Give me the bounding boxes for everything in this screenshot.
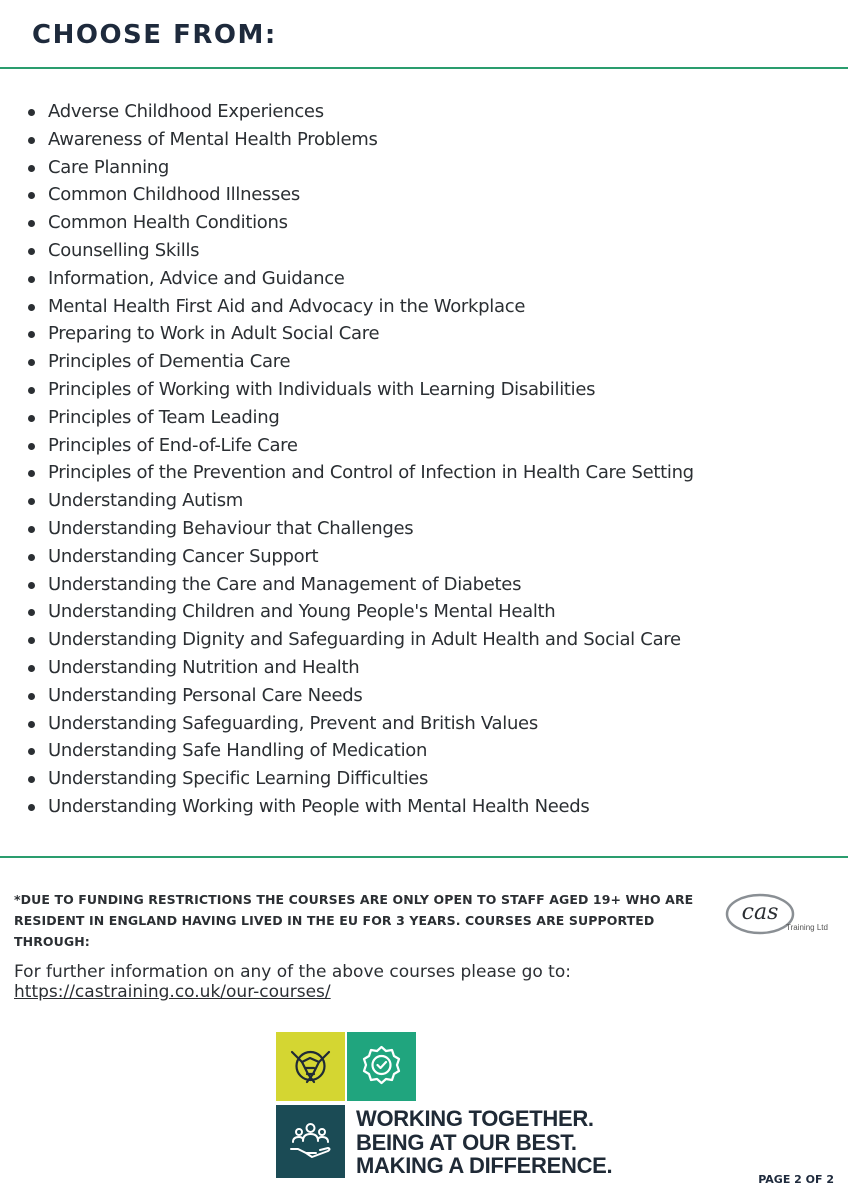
slogan (356, 1107, 612, 1178)
slogan-line: MAKING A DIFFERENCE. (356, 1153, 613, 1178)
quality-badge-icon (359, 1044, 404, 1089)
course-item: Common Childhood Illnesses (22, 181, 822, 209)
award-tile (347, 1032, 416, 1101)
course-item: Understanding Dignity and Safeguarding in Adult Health and Social Care (22, 626, 822, 654)
cas-logo-subtext: Training Ltd (786, 923, 828, 932)
people-tile (276, 1105, 345, 1178)
funding-notice: *DUE TO FUNDING RESTRICTIONS THE COURSES ARE ONLY OPEN TO STAFF AGED 19+ WHO ARE RESIDENT IN ENGLAND HAVING LIVED IN THE EU FOR 3 YEARS. COURSES ARE SUPPORTED THROUGH: (14, 892, 694, 949)
course-item: Understanding Behaviour that Challenges (22, 515, 822, 543)
cas-logo-text: cas (741, 900, 779, 925)
working-together-badge (276, 1032, 638, 1178)
course-item: Mental Health First Aid and Advocacy in the Workplace (22, 293, 822, 321)
bottom-divider (0, 856, 848, 858)
course-item: Understanding Safe Handling of Medication (22, 737, 822, 765)
joined-hands-icon (288, 1044, 333, 1089)
course-item: Understanding Safeguarding, Prevent and British Values (22, 710, 822, 738)
course-item: Understanding Personal Care Needs (22, 682, 822, 710)
course-item: Understanding Cancer Support (22, 543, 822, 571)
courses-link[interactable]: https://castraining.co.uk/our-courses/ (14, 982, 331, 1002)
people-in-hand-icon (288, 1119, 333, 1164)
page-title: CHOOSE FROM: (32, 20, 277, 50)
hands-tile (276, 1032, 345, 1101)
course-item: Principles of End-of-Life Care (22, 432, 822, 460)
course-item: Counselling Skills (22, 237, 822, 265)
course-item: Information, Advice and Guidance (22, 265, 822, 293)
course-item: Principles of the Prevention and Control of Infection in Health Care Setting (22, 459, 822, 487)
course-item: Understanding the Care and Management of Diabetes (22, 571, 822, 599)
cas-training-logo (724, 892, 828, 938)
course-item: Principles of Dementia Care (22, 348, 822, 376)
top-divider (0, 67, 848, 69)
further-info (14, 962, 571, 1002)
course-item: Understanding Nutrition and Health (22, 654, 822, 682)
course-item: Preparing to Work in Adult Social Care (22, 320, 822, 348)
course-item: Care Planning (22, 154, 822, 182)
course-item: Understanding Working with People with Mental Health Needs (22, 793, 822, 821)
course-item: Principles of Team Leading (22, 404, 822, 432)
page-number: PAGE 2 OF 2 (758, 1173, 834, 1186)
slogan-line: BEING AT OUR BEST. (356, 1129, 577, 1155)
course-item: Understanding Children and Young People's Mental Health (22, 598, 822, 626)
info-text: For further information on any of the above courses please go to: (14, 962, 571, 982)
course-item: Principles of Working with Individuals with Learning Disabilities (22, 376, 822, 404)
course-item: Understanding Autism (22, 487, 822, 515)
course-item: Common Health Conditions (22, 209, 822, 237)
course-list (22, 98, 822, 821)
course-item: Understanding Specific Learning Difficulties (22, 765, 822, 793)
course-item: Adverse Childhood Experiences (22, 98, 822, 126)
slogan-line: WORKING TOGETHER. (356, 1106, 594, 1131)
course-item: Awareness of Mental Health Problems (22, 126, 822, 154)
